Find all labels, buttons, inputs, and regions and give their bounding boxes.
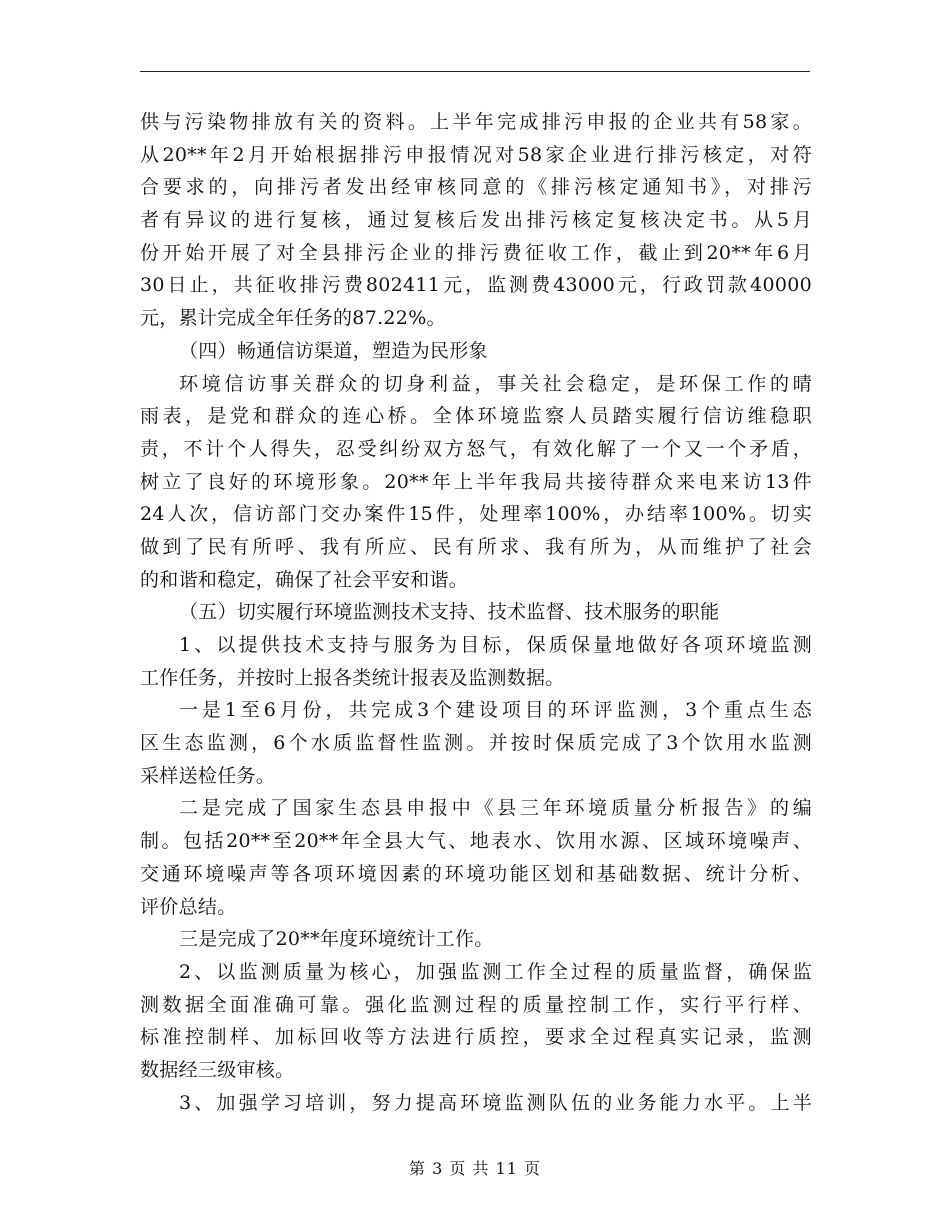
text-line: 做到了民有所呼、我有所应、民有所求、我有所为，从而维护了社会 xyxy=(140,535,812,558)
text-line: 二是完成了国家生态县申报中《县三年环境质量分析报告》的编 xyxy=(179,797,812,820)
text-line: 30日止，共征收排污费802411元，监测费43000元，行政罚款40000 xyxy=(140,274,812,297)
text-line: 雨表，是党和群众的连心桥。全体环境监察人员踏实履行信访维稳职 xyxy=(140,405,812,428)
header-rule xyxy=(140,71,810,72)
text-line: 一是1至6月份，共完成3个建设项目的环评监测，3个重点生态 xyxy=(179,699,812,722)
text-line: 三是完成了20**年度环境统计工作。 xyxy=(179,928,494,951)
text-line: 3、加强学习培训，努力提高环境监测队伍的业务能力水平。上半 xyxy=(179,1091,812,1114)
text-line: 者有异议的进行复核，通过复核后发出排污核定复核决定书。从5月 xyxy=(140,209,812,232)
document-body xyxy=(140,106,812,1119)
text-line: 供与污染物排放有关的资料。上半年完成排污申报的企业共有58家。 xyxy=(140,111,812,133)
text-line: 环境信访事关群众的切身利益，事关社会稳定，是环保工作的晴 xyxy=(179,372,812,395)
text-line: 2、以监测质量为核心，加强监测工作全过程的质量监督，确保监 xyxy=(179,960,812,983)
text-line: 责，不计个人得失，忍受纠纷双方怒气，有效化解了一个又一个矛盾， xyxy=(140,437,812,460)
text-line: 制。包括20**至20**年全县大气、地表水、饮用水源、区域环境噪声、 xyxy=(140,830,812,853)
text-line: 评价总结。 xyxy=(140,895,237,918)
text-line: 从20**年2月开始根据排污申报情况对58家企业进行排污核定，对符 xyxy=(140,143,812,166)
page-number: 第 3 页 共 11 页 xyxy=(409,1159,541,1178)
text-line: 1、以提供技术支持与服务为目标，保质保量地做好各项环境监测 xyxy=(179,634,812,656)
text-line: 交通环境噪声等各项环境因素的环境功能区划和基础数据、统计分析、 xyxy=(140,862,812,885)
text-line: 份开始开展了对全县排污企业的排污费征收工作，截止到20**年6月 xyxy=(140,241,812,264)
text-line: 树立了良好的环境形象。20**年上半年我局共接待群众来电来访13件 xyxy=(140,470,812,493)
text-line: 区生态监测，6个水质监督性监测。并按时保质完成了3个饮用水监测 xyxy=(140,732,812,755)
text-line: 元，累计完成全年任务的87.22%。 xyxy=(140,307,446,330)
text-line: 数据经三级审核。 xyxy=(140,1058,295,1081)
text-line: 的和谐和稳定，确保了社会平安和谐。 xyxy=(140,568,469,591)
text-line: 24人次，信访部门交办案件15件，处理率100%，办结率100%。切实 xyxy=(140,503,812,526)
text-line: （五）切实履行环境监测技术支持、技术监督、技术服务的职能 xyxy=(179,601,720,624)
text-line: 工作任务，并按时上报各类统计报表及监测数据。 xyxy=(140,666,565,689)
text-line: 标准控制样、加标回收等方法进行质控，要求全过程真实记录，监测 xyxy=(140,1026,812,1049)
text-line: 采样送检任务。 xyxy=(140,764,276,787)
text-line: （四）畅通信访渠道，塑造为民形象 xyxy=(179,339,488,362)
text-line: 测数据全面准确可靠。强化监测过程的质量控制工作，实行平行样、 xyxy=(140,993,812,1016)
text-line: 合要求的，向排污者发出经审核同意的《排污核定通知书》，对排污 xyxy=(140,176,812,199)
